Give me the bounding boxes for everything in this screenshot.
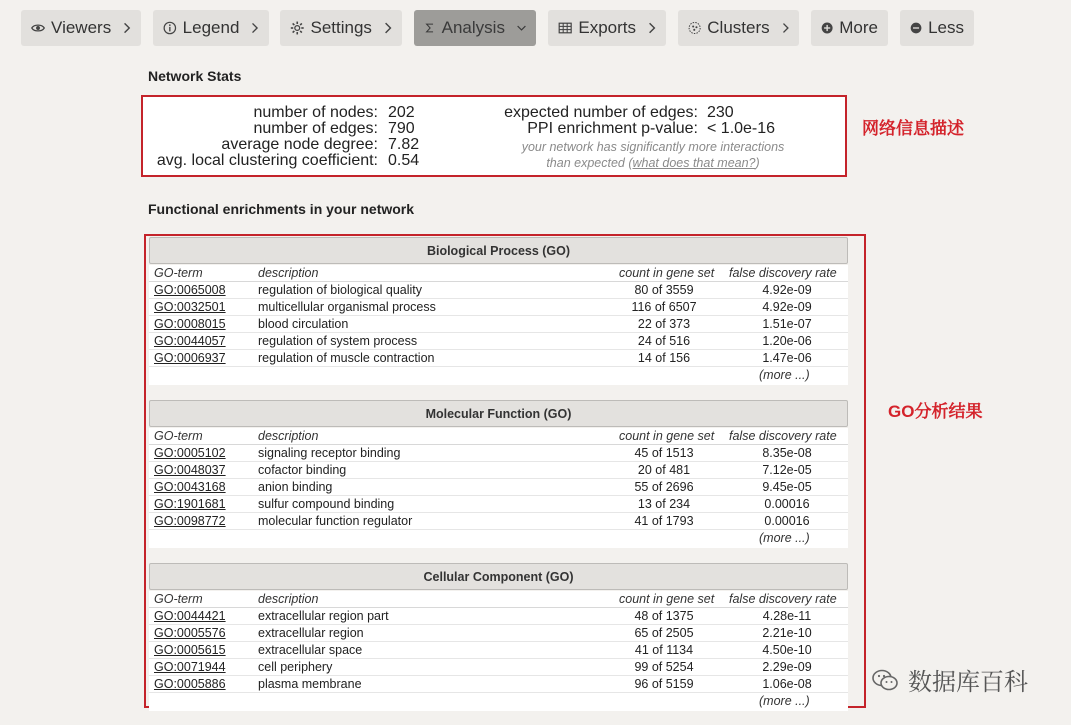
biological-process-header[interactable]: Biological Process (GO) [149, 237, 848, 264]
chevron-right-icon [123, 21, 131, 35]
go-fdr: 4.92e-09 [762, 300, 812, 314]
settings-label: Settings [310, 18, 372, 37]
network-stats-box [141, 95, 847, 177]
gear-icon [290, 19, 305, 37]
stat-nodes-value: 202 [388, 104, 415, 121]
col-description: description [258, 429, 319, 443]
table-row [149, 659, 848, 676]
stat-degree-label: average node degree: [221, 136, 378, 153]
less-button[interactable] [900, 10, 974, 46]
col-fdr: false discovery rate [729, 592, 837, 606]
stat-expected-edges-value: 230 [707, 104, 734, 121]
go-count: 14 of 156 [637, 351, 691, 365]
chevron-right-icon [251, 21, 259, 35]
stat-degree-value: 7.82 [388, 136, 420, 153]
plus-circle-icon [821, 19, 833, 37]
table-row [149, 496, 848, 513]
chevron-down-icon [517, 23, 526, 33]
go-term-link[interactable]: GO:0005576 [154, 626, 226, 640]
table-header-row [149, 265, 848, 282]
table-row [149, 316, 848, 333]
col-go-term: GO-term [154, 266, 203, 280]
go-description: regulation of system process [258, 334, 418, 348]
go-count: 116 of 6507 [631, 300, 697, 314]
table-row [149, 350, 848, 367]
clusters-button[interactable] [678, 10, 799, 46]
go-count: 80 of 3559 [634, 283, 694, 297]
more-row [149, 367, 848, 385]
go-description: signaling receptor binding [258, 446, 401, 460]
go-fdr: 8.35e-08 [762, 446, 812, 460]
more-link[interactable]: (more ...) [759, 368, 810, 382]
info-icon [163, 19, 177, 37]
stat-note [483, 139, 823, 171]
go-term-link[interactable]: GO:0048037 [154, 463, 226, 477]
go-term-link[interactable]: GO:1901681 [154, 497, 226, 511]
stat-edges-value: 790 [388, 120, 415, 137]
cellular-component-table [149, 591, 848, 711]
cluster-icon [688, 19, 701, 37]
eye-icon [31, 19, 45, 37]
stat-note-line2 [483, 155, 823, 171]
go-term-link[interactable]: GO:0005886 [154, 677, 226, 691]
go-count: 41 of 1134 [634, 643, 694, 657]
minus-circle-icon [910, 19, 922, 37]
go-fdr: 4.50e-10 [762, 643, 812, 657]
col-count: count in gene set [619, 592, 715, 606]
wechat-icon [870, 665, 900, 695]
table-row [149, 282, 848, 299]
watermark-text: 数据库百科 [908, 669, 1028, 696]
less-label: Less [928, 18, 964, 37]
go-description: extracellular region part [258, 609, 389, 623]
table-row [149, 333, 848, 350]
col-go-term: GO-term [154, 429, 203, 443]
stat-ppi-label: PPI enrichment p-value: [527, 120, 698, 137]
go-count: 48 of 1375 [634, 609, 694, 623]
go-fdr: 1.47e-06 [762, 351, 812, 365]
watermark [870, 662, 1028, 697]
what-does-that-mean-link[interactable]: what does that mean? [632, 156, 756, 170]
table-row [149, 479, 848, 496]
go-term-link[interactable]: GO:0044057 [154, 334, 226, 348]
go-description: extracellular space [258, 643, 363, 657]
table-header-row [149, 591, 848, 608]
go-description: plasma membrane [258, 677, 362, 691]
table-row [149, 462, 848, 479]
cellular-component-header[interactable]: Cellular Component (GO) [149, 563, 848, 590]
clusters-label: Clusters [707, 18, 770, 37]
go-fdr: 1.20e-06 [762, 334, 812, 348]
go-term-link[interactable]: GO:0005615 [154, 643, 226, 657]
molecular-function-header[interactable]: Molecular Function (GO) [149, 400, 848, 427]
go-fdr: 9.45e-05 [762, 480, 812, 494]
go-fdr: 7.12e-05 [762, 463, 812, 477]
stat-note-suffix: ) [755, 156, 760, 170]
go-fdr: 0.00016 [764, 514, 810, 528]
stat-nodes-label: number of nodes: [253, 104, 378, 121]
go-count: 65 of 2505 [634, 626, 694, 640]
more-link[interactable]: (more ...) [759, 531, 810, 545]
go-description: cofactor binding [258, 463, 347, 477]
viewers-label: Viewers [51, 18, 112, 37]
stat-ppi-value: < 1.0e-16 [707, 120, 776, 137]
col-count: count in gene set [619, 266, 715, 280]
go-term-link[interactable]: GO:0065008 [154, 283, 226, 297]
go-description: cell periphery [258, 660, 333, 674]
more-row [149, 530, 848, 548]
stat-note-line1: your network has significantly more interactions [521, 140, 785, 154]
go-count: 55 of 2696 [634, 480, 694, 494]
exports-button[interactable] [548, 10, 666, 46]
go-description: anion binding [258, 480, 333, 494]
chevron-right-icon [648, 21, 656, 35]
stat-note-prefix: than expected ( [546, 156, 633, 170]
table-row [149, 299, 848, 316]
table-row [149, 445, 848, 462]
exports-label: Exports [578, 18, 637, 37]
go-term-link[interactable]: GO:0008015 [154, 317, 226, 331]
go-count: 99 of 5254 [634, 660, 694, 674]
table-icon [558, 19, 572, 37]
stat-clustering-label: avg. local clustering coefficient: [156, 152, 378, 169]
go-description: sulfur compound binding [258, 497, 395, 511]
go-count: 22 of 373 [637, 317, 691, 331]
viewers-button[interactable] [21, 10, 141, 46]
go-fdr: 2.29e-09 [762, 660, 812, 674]
biological-process-table [149, 265, 848, 385]
go-count: 24 of 516 [637, 334, 691, 348]
col-description: description [258, 592, 319, 606]
go-fdr: 1.51e-07 [762, 317, 812, 331]
go-count: 96 of 5159 [634, 677, 694, 691]
go-term-link[interactable]: GO:0098772 [154, 514, 226, 528]
col-count: count in gene set [619, 429, 715, 443]
go-count: 13 of 234 [637, 497, 691, 511]
go-term-link[interactable]: GO:0071944 [154, 660, 226, 674]
more-button[interactable] [811, 10, 888, 46]
go-fdr: 1.06e-08 [762, 677, 812, 691]
go-description: regulation of muscle contraction [258, 351, 435, 365]
table-row [149, 676, 848, 693]
go-count: 41 of 1793 [634, 514, 694, 528]
go-description: regulation of biological quality [258, 283, 422, 297]
sigma-icon [424, 19, 436, 37]
more-link[interactable]: (more ...) [759, 694, 810, 708]
col-fdr: false discovery rate [729, 266, 837, 280]
go-fdr: 4.92e-09 [762, 283, 812, 297]
col-go-term: GO-term [154, 592, 203, 606]
table-header-row [149, 428, 848, 445]
go-fdr: 2.21e-10 [762, 626, 812, 640]
stat-expected-edges-label: expected number of edges: [504, 104, 698, 121]
table-row [149, 608, 848, 625]
col-fdr: false discovery rate [729, 429, 837, 443]
go-description: blood circulation [258, 317, 349, 331]
go-description: extracellular region [258, 626, 364, 640]
legend-label: Legend [182, 18, 240, 37]
analysis-button[interactable] [414, 10, 536, 46]
network-annotation: 网络信息描述 [862, 119, 964, 138]
go-description: multicellular organismal process [258, 300, 436, 314]
go-term-link[interactable]: GO:0005102 [154, 446, 226, 460]
stat-edges-label: number of edges: [253, 120, 378, 137]
toolbar [0, 0, 1071, 56]
go-term-link[interactable]: GO:0044421 [154, 609, 226, 623]
table-row [149, 642, 848, 659]
molecular-function-table [149, 428, 848, 548]
settings-button[interactable] [280, 10, 402, 46]
go-fdr: 0.00016 [764, 497, 810, 511]
go-term-link[interactable]: GO:0032501 [154, 300, 226, 314]
go-description: molecular function regulator [258, 514, 413, 528]
go-term-link[interactable]: GO:0043168 [154, 480, 226, 494]
stat-clustering-value: 0.54 [388, 152, 420, 169]
chevron-right-icon [782, 21, 789, 35]
table-row [149, 513, 848, 530]
more-row [149, 693, 848, 711]
go-term-link[interactable]: GO:0006937 [154, 351, 226, 365]
col-description: description [258, 266, 319, 280]
go-count: 45 of 1513 [634, 446, 694, 460]
go-annotation: GO分析结果 [888, 402, 983, 421]
more-label: More [839, 18, 878, 37]
analysis-label: Analysis [441, 18, 505, 37]
go-count: 20 of 481 [637, 463, 691, 477]
chevron-right-icon [384, 21, 392, 35]
network-stats-title: Network Stats [148, 68, 242, 84]
table-row [149, 625, 848, 642]
go-fdr: 4.28e-11 [762, 609, 812, 623]
enrichment-title: Functional enrichments in your network [148, 201, 415, 217]
legend-button[interactable] [153, 10, 269, 46]
